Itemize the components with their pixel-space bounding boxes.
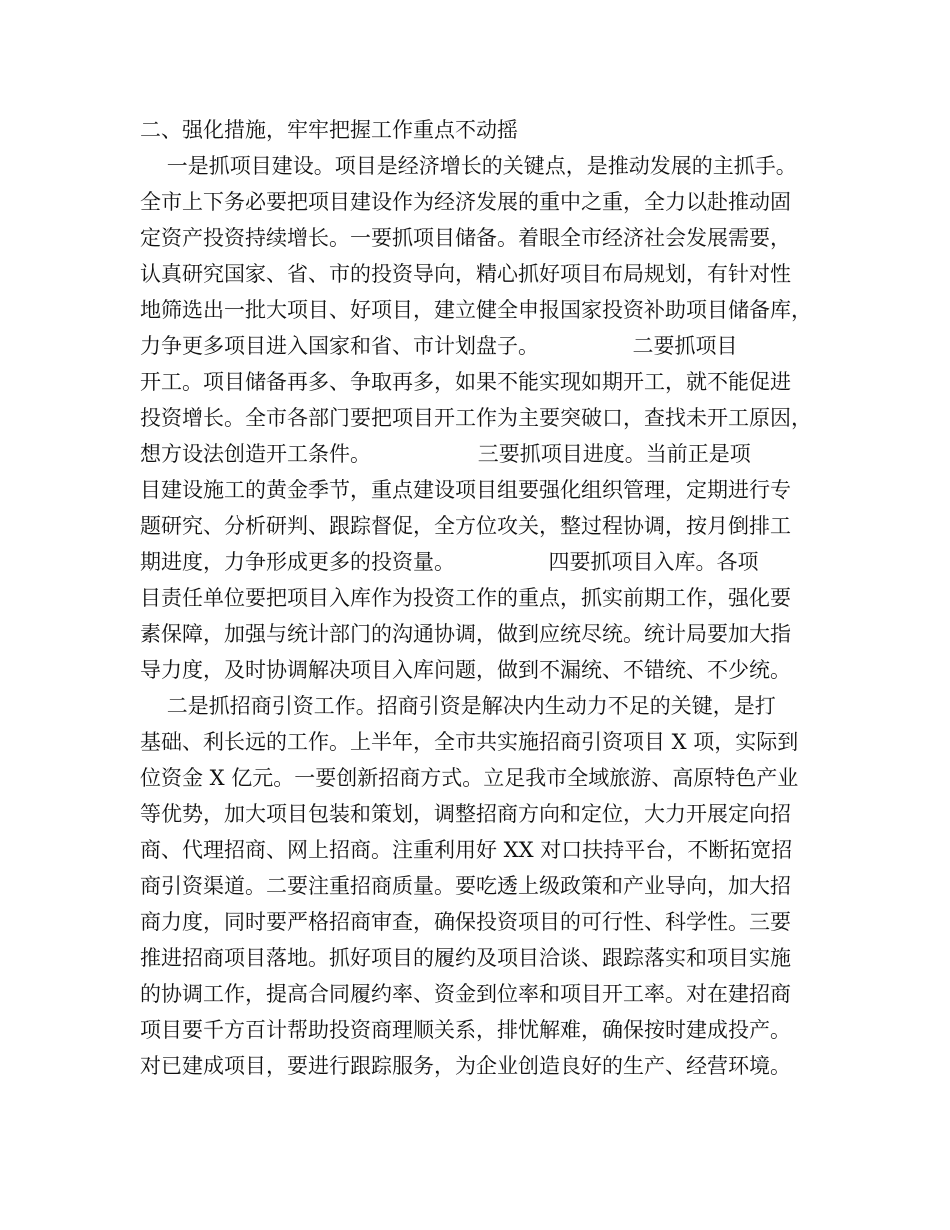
text-line: 开工。项目储备再多、争取再多，如果不能实现如期开工，就不能促进: [140, 370, 791, 394]
text-line: 商引资渠道。二要注重招商质量。要吃透上级政策和产业导向，加大招: [140, 874, 791, 898]
text-line: 素保障，加强与统计部门的沟通协调，做到应统尽统。统计局要加大指: [140, 622, 791, 646]
text-line: 定资产投资持续增长。一要抓项目储备。着眼全市经济社会发展需要，: [140, 226, 791, 250]
text-line: 基础、利长远的工作。上半年，全市共实施招商引资项目 X 项，实际到: [140, 730, 799, 754]
text-line: 想方设法创造开工条件。 三要抓项目进度。当前正是项: [140, 442, 751, 466]
section-heading: 二、强化措施，牢牢把握工作重点不动摇: [140, 118, 518, 142]
text-line: 导力度，及时协调解决项目入库问题，做到不漏统、不错统、不少统。: [140, 658, 791, 682]
text-line: 一是抓项目建设。项目是经济增长的关键点，是推动发展的主抓手。: [140, 154, 797, 178]
text-line: 全市上下务必要把项目建设作为经济发展的重中之重，全力以赴推动固: [140, 190, 791, 214]
text-line: 推进招商项目落地。抓好项目的履约及项目洽谈、跟踪落实和项目实施: [140, 946, 791, 970]
text-line: 认真研究国家、省、市的投资导向，精心抓好项目布局规划，有针对性: [140, 262, 791, 286]
text-line: 项目要千方百计帮助投资商理顺关系，排忧解难，确保按时建成投产。: [140, 1018, 791, 1042]
text-line: 位资金 X 亿元。一要创新招商方式。立足我市全域旅游、高原特色产业: [140, 766, 799, 790]
text-line: 二是抓招商引资工作。招商引资是解决内生动力不足的关键，是打: [140, 694, 776, 718]
text-line: 等优势，加大项目包装和策划，调整招商方向和定位，大力开展定向招: [140, 802, 791, 826]
text-line: 目责任单位要把项目入库作为投资工作的重点，抓实前期工作，强化要: [140, 586, 791, 610]
text-line: 商、代理招商、网上招商。注重利用好 XX 对口扶持平台，不断拓宽招: [140, 838, 793, 862]
text-line: 力争更多项目进入国家和省、市计划盘子。 二要抓项目: [140, 334, 738, 358]
text-line: 题研究、分析研判、跟踪督促，全方位攻关，整过程协调，按月倒排工: [140, 514, 791, 538]
text-line: 期进度，力争形成更多的投资量。 四要抓项目入库。各项: [140, 550, 759, 574]
text-line: 商力度，同时要严格招商审查，确保投资项目的可行性、科学性。三要: [140, 910, 791, 934]
text-line: 地筛选出一批大项目、好项目，建立健全申报国家投资补助项目储备库，: [140, 298, 812, 322]
text-line: 对已建成项目，要进行跟踪服务，为企业创造良好的生产、经营环境。: [140, 1054, 791, 1078]
text-line: 的协调工作，提高合同履约率、资金到位率和项目开工率。对在建招商: [140, 982, 791, 1006]
text-line: 目建设施工的黄金季节，重点建设项目组要强化组织管理，定期进行专: [140, 478, 791, 502]
text-line: 投资增长。全市各部门要把项目开工作为主要突破口，查找未开工原因，: [140, 406, 812, 430]
